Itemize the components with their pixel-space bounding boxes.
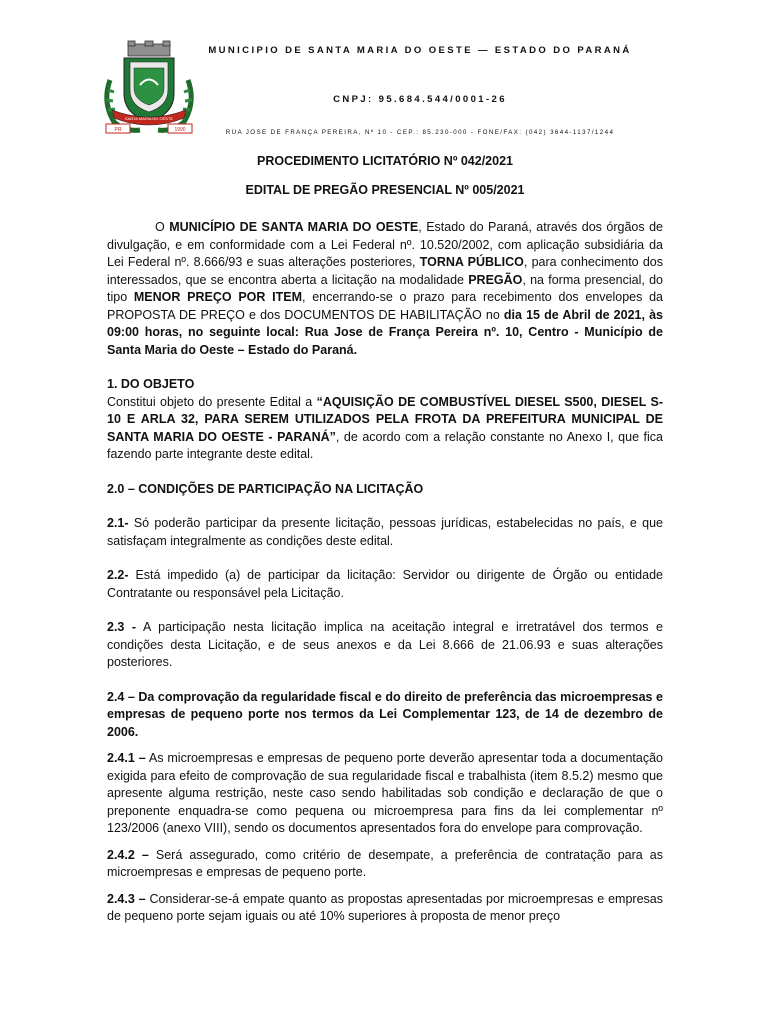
intro-e: , para conhecimento dos interessados, que se encontra aberta a licitação na modalidade <box>107 255 663 287</box>
clause-2-4 <box>107 689 663 742</box>
clause-number: 2.2- <box>107 568 129 582</box>
clause-text: Será assegurado, como critério de desempate, a preferência de contratação para as microempresas e empresas de pequeno porte. <box>107 847 664 879</box>
clause-2-4-2 <box>107 847 663 882</box>
clause-number: 2.4.1 – <box>107 751 146 765</box>
clause-2-3 <box>107 619 663 672</box>
cnpj-line: CNPJ: 95.684.544/0001-26 <box>333 94 507 105</box>
intro-i: , encerrando-se o prazo para recebimento dos envelopes da PROPOSTA DE PREÇO e dos DOCUMENTOS DE HABILITAÇÃO no <box>107 290 663 322</box>
s1-c: , de acordo com a relação constante no Anexo I, que fica fazendo parte integrante deste edital. <box>107 429 664 461</box>
clause-text: A participação nesta licitação implica na aceitação integral e irretratável dos termos e condições desta Licitação, e de seus anexos e da Lei 8.666 de 21.06.93 e suas alterações posteriores. <box>107 620 663 669</box>
s1-object: “AQUISIÇÃO DE COMBUSTÍVEL DIESEL S500, DIESEL S-10 E ARLA 32, PARA SEREM UTILIZADOS PELA FROTA DA PREFEITURA MUNICIPAL DE SANTA MARIA DO OESTE - PARANÁ” <box>107 394 663 444</box>
intro-deadline: dia 15 de Abril de 2021, às 09:00 horas, no seguinte local: Rua Jose de França Pereira nº. 10, Centro - Município de Santa Maria do Oeste – Estado do Paraná. <box>107 307 663 357</box>
clause-number: 2.3 - <box>107 620 137 634</box>
section-2-title: 2.0 – CONDIÇÕES DE PARTICIPAÇÃO NA LICITAÇÃO <box>107 481 424 496</box>
clause-2-2 <box>107 567 663 602</box>
intro-menor-preco: MENOR PREÇO POR ITEM <box>133 290 303 304</box>
municipal-crest-icon <box>100 40 198 136</box>
letterhead <box>0 0 770 140</box>
clause-text: Considerar-se-á empate quanto as propostas apresentadas por microempresas e empresas de pequeno porte sejam iguais ou até 10% superiores à proposta de menor preço <box>107 891 663 923</box>
section-1-paragraph <box>107 394 663 464</box>
crest-ribbon-text: SANTA MARIA DO OESTE <box>124 116 174 121</box>
procedure-title: PROCEDIMENTO LICITATÓRIO Nº 042/2021 <box>256 154 513 168</box>
document-body <box>107 150 663 926</box>
municipality-heading: MUNICIPIO DE SANTA MARIA DO OESTE — ESTADO DO PARANÁ <box>208 45 632 56</box>
clause-number: 2.1- <box>107 516 129 530</box>
clause-2-4-1 <box>107 750 663 838</box>
clause-text: Está impedido (a) de participar da licitação: Servidor ou dirigente de Órgão ou entidade Contratante ou responsável pela Licitação. <box>107 568 663 600</box>
intro-municipality: MUNICÍPIO DE SANTA MARIA DO OESTE <box>169 220 419 234</box>
s1-a: Constitui objeto do presente Edital a <box>107 394 317 409</box>
intro-g: , na forma presencial, do tipo <box>107 272 663 304</box>
clause-text: As microempresas e empresas de pequeno porte deverão apresentar toda a documentação exigida para efeito de comprovação de sua regularidade fiscal e trabalhista (item 8.5.2) mesmo que apresente alguma restrição, neste caso sendo habilitadas sob condição e declaração de que o preponente enquadra-se como pequena ou microempresa para fins da lei complementar nº 123/2006 (anexo VIII), sendo os documentos apresentados fora do envelope para comprovação. <box>107 751 663 835</box>
crest-right-tag: 1990 <box>174 127 186 133</box>
clause-2-4-heading: 2.4 – Da comprovação da regularidade fiscal e do direito de preferência das microempresas e empresas de pequeno porte nos termos da Lei Complementar 123, de 14 de dezembro de 2006. <box>107 689 663 739</box>
intro-a: O <box>155 220 170 234</box>
section-1-title: 1. DO OBJETO <box>107 377 195 391</box>
clause-number: 2.4.2 – <box>107 847 149 862</box>
clause-2-4-3 <box>107 891 663 926</box>
clause-text: Só poderão participar da presente licitação, pessoas jurídicas, estabelecidas no país, e que satisfaçam integralmente as condições deste edital. <box>107 516 663 548</box>
edital-title: EDITAL DE PREGÃO PRESENCIAL Nº 005/2021 <box>245 182 525 197</box>
clause-2-1 <box>107 515 663 550</box>
intro-torna-publico: TORNA PÚBLICO <box>419 255 524 269</box>
intro-pregao: PREGÃO <box>468 272 523 287</box>
intro-c: , Estado do Paraná, através dos órgãos de divulgação, e em conformidade com a Lei Federal nº. 10.520/2002, com aplicação subsidiária da Lei Federal nº. 8.666/93 e suas alterações posteriores, <box>107 220 663 269</box>
address-line: RUA JOSE DE FRANÇA PEREIRA, Nº 10 - CEP.: 85.230-000 - FONE/FAX: (042) 3644-1137/1244 <box>225 129 615 136</box>
intro-paragraph <box>107 219 663 359</box>
clause-number: 2.4.3 – <box>107 891 146 906</box>
crest-left-tag: PR <box>114 127 122 133</box>
